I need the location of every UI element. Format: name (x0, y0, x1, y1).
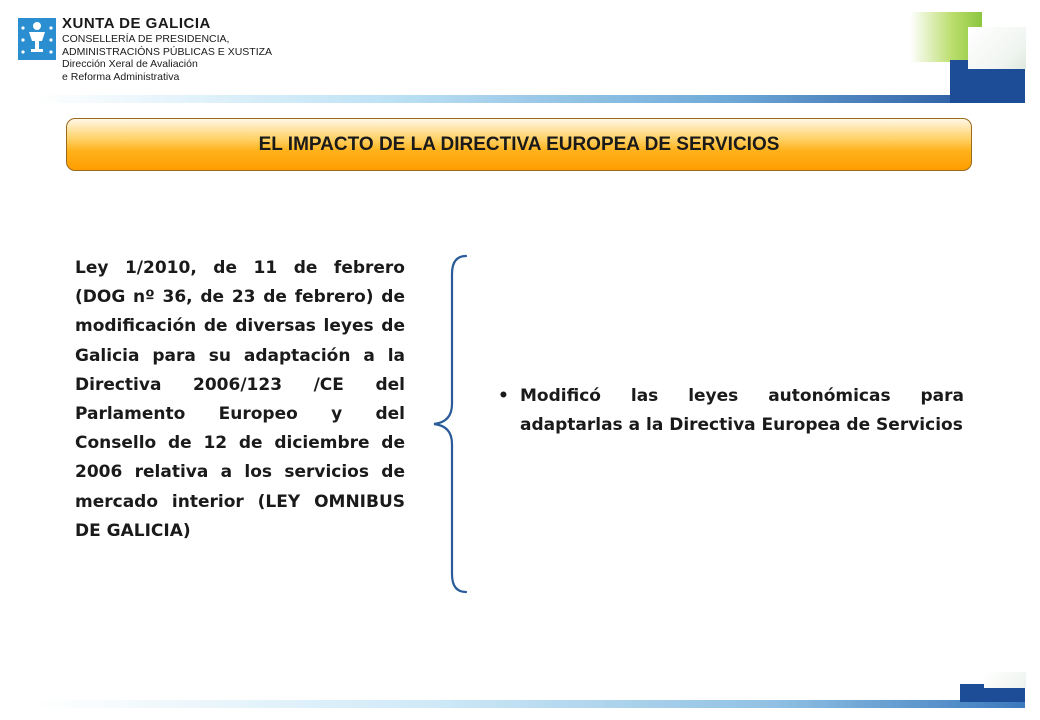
organization-header (62, 15, 272, 83)
bullet-item (498, 382, 964, 440)
law-description: Ley 1/2010, de 11 de febrero (DOG nº 36, de 23 de febrero) de modificación de diversas leyes de Galicia para su adaptación a la Directiva 2006/123 /CE del Parlamento Europeo y del Consello de 12 de diciembre de 2006 relativa a los servicios de mercado interior (LEY OMNIBUS DE GALICIA) (75, 258, 405, 541)
org-line-ministry: CONSELLERÍA DE PRESIDENCIA, (62, 33, 230, 45)
chalice-emblem-icon (18, 18, 56, 60)
curly-brace-icon (430, 252, 470, 596)
org-line-administrations: ADMINISTRACIÓNS PÚBLICAS E XUSTIZA (62, 45, 273, 58)
bullet-dot-icon: • (498, 386, 509, 406)
brand-name: XUNTA DE GALICIA (62, 15, 211, 32)
xunta-logo-emblem (18, 18, 56, 60)
decorative-white-square (968, 27, 1026, 69)
title-banner (66, 118, 972, 171)
bullet-text: Modificó las leyes autonómicas para adaptarlas a la Directiva Europea de Servicios (520, 386, 964, 435)
slide-title: EL IMPACTO DE LA DIRECTIVA EUROPEA DE SERVICIOS (258, 133, 780, 155)
org-line-reform: e Reforma Administrativa (62, 70, 180, 83)
org-line-directorate: Dirección Xeral de Avaliación (62, 58, 198, 70)
header-gradient-bar (35, 95, 1025, 103)
decorative-bottom-white-square (984, 672, 1026, 688)
footer-gradient-bar (35, 700, 1025, 708)
